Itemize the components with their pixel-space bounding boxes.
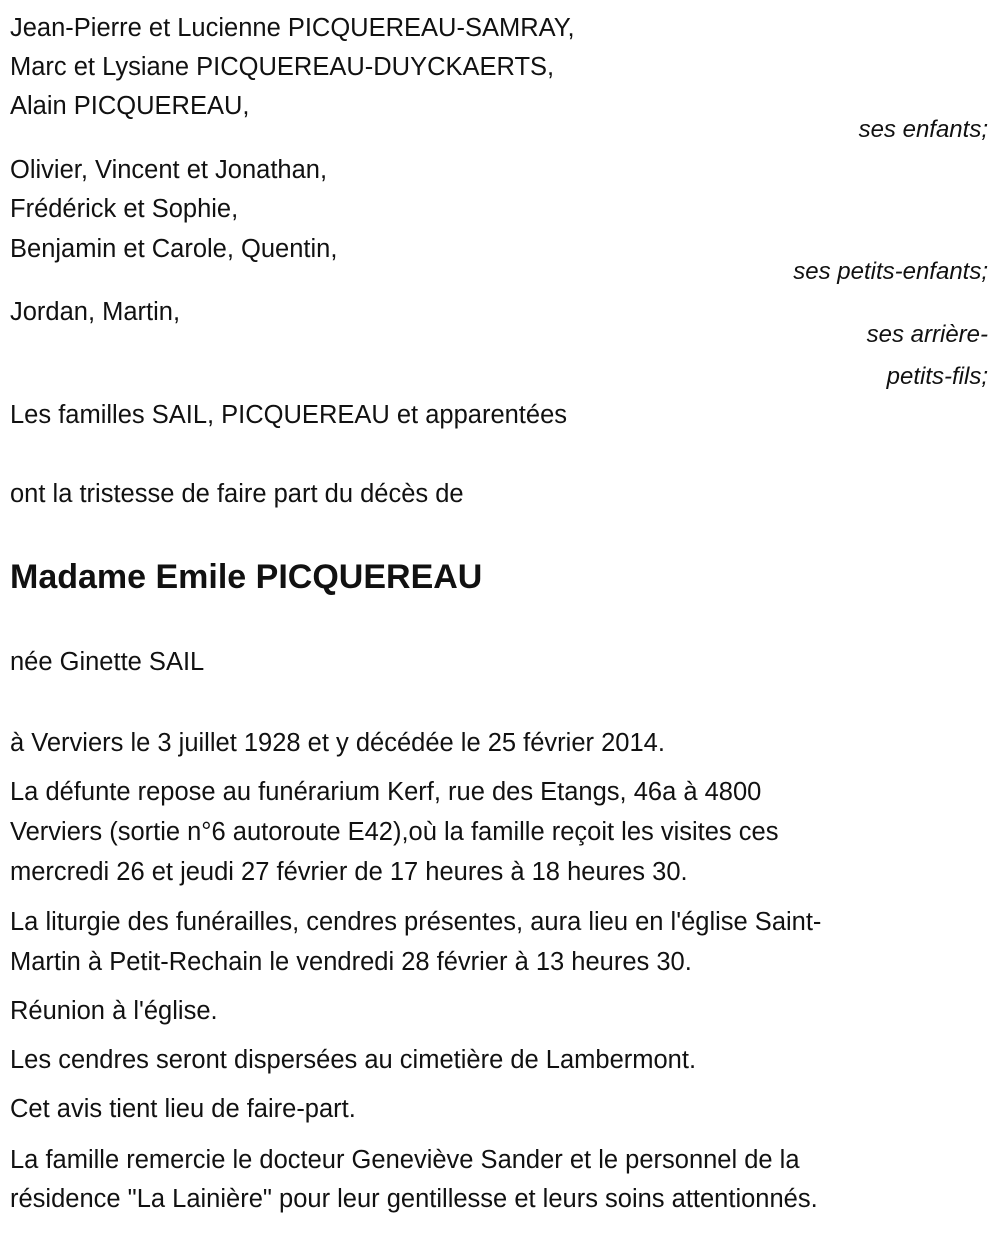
birth-death-line: à Verviers le 3 juillet 1928 et y décédée le 25 février 2014. <box>10 729 665 757</box>
maiden-name: née Ginette SAIL <box>10 648 205 676</box>
families-line: Les familles SAIL, PICQUEREAU et apparentées <box>10 401 568 429</box>
meeting-paragraph: Réunion à l'église. <box>10 997 218 1025</box>
grandchild-line: Frédérick et Sophie, <box>10 195 239 223</box>
deceased-name: Madame Emile PICQUEREAU <box>10 558 483 596</box>
grandchild-line: Benjamin et Carole, Quentin, <box>10 235 338 263</box>
child-line: Alain PICQUEREAU, <box>10 92 250 120</box>
announcement-line: ont la tristesse de faire part du décès de <box>10 480 464 508</box>
visitation-paragraph: mercredi 26 et jeudi 27 février de 17 heures à 18 heures 30. <box>10 858 688 886</box>
great-grandchildren-label: ses arrière- <box>866 321 988 348</box>
grandchildren-label: ses petits-enfants; <box>793 258 988 285</box>
thanks-paragraph: résidence "La Lainière" pour leur gentillesse et leurs soins attentionnés. <box>10 1185 818 1213</box>
ashes-paragraph: Les cendres seront dispersées au cimetière de Lambermont. <box>10 1046 697 1074</box>
thanks-paragraph: La famille remercie le docteur Geneviève Sander et le personnel de la <box>10 1146 800 1174</box>
great-grandchildren-label: petits-fils; <box>886 363 988 390</box>
grandchild-line: Olivier, Vincent et Jonathan, <box>10 156 328 184</box>
visitation-paragraph: Verviers (sortie n°6 autoroute E42),où la famille reçoit les visites ces <box>10 818 779 846</box>
liturgy-paragraph: La liturgie des funérailles, cendres présentes, aura lieu en l'église Saint- <box>10 908 822 936</box>
child-line: Marc et Lysiane PICQUEREAU-DUYCKAERTS, <box>10 53 555 81</box>
notice-paragraph: Cet avis tient lieu de faire-part. <box>10 1095 356 1123</box>
children-label: ses enfants; <box>858 116 988 143</box>
liturgy-paragraph: Martin à Petit-Rechain le vendredi 28 février à 13 heures 30. <box>10 948 692 976</box>
child-line: Jean-Pierre et Lucienne PICQUEREAU-SAMRAY, <box>10 14 575 42</box>
great-grandchild-line: Jordan, Martin, <box>10 298 181 326</box>
visitation-paragraph: La défunte repose au funérarium Kerf, rue des Etangs, 46a à 4800 <box>10 778 762 806</box>
